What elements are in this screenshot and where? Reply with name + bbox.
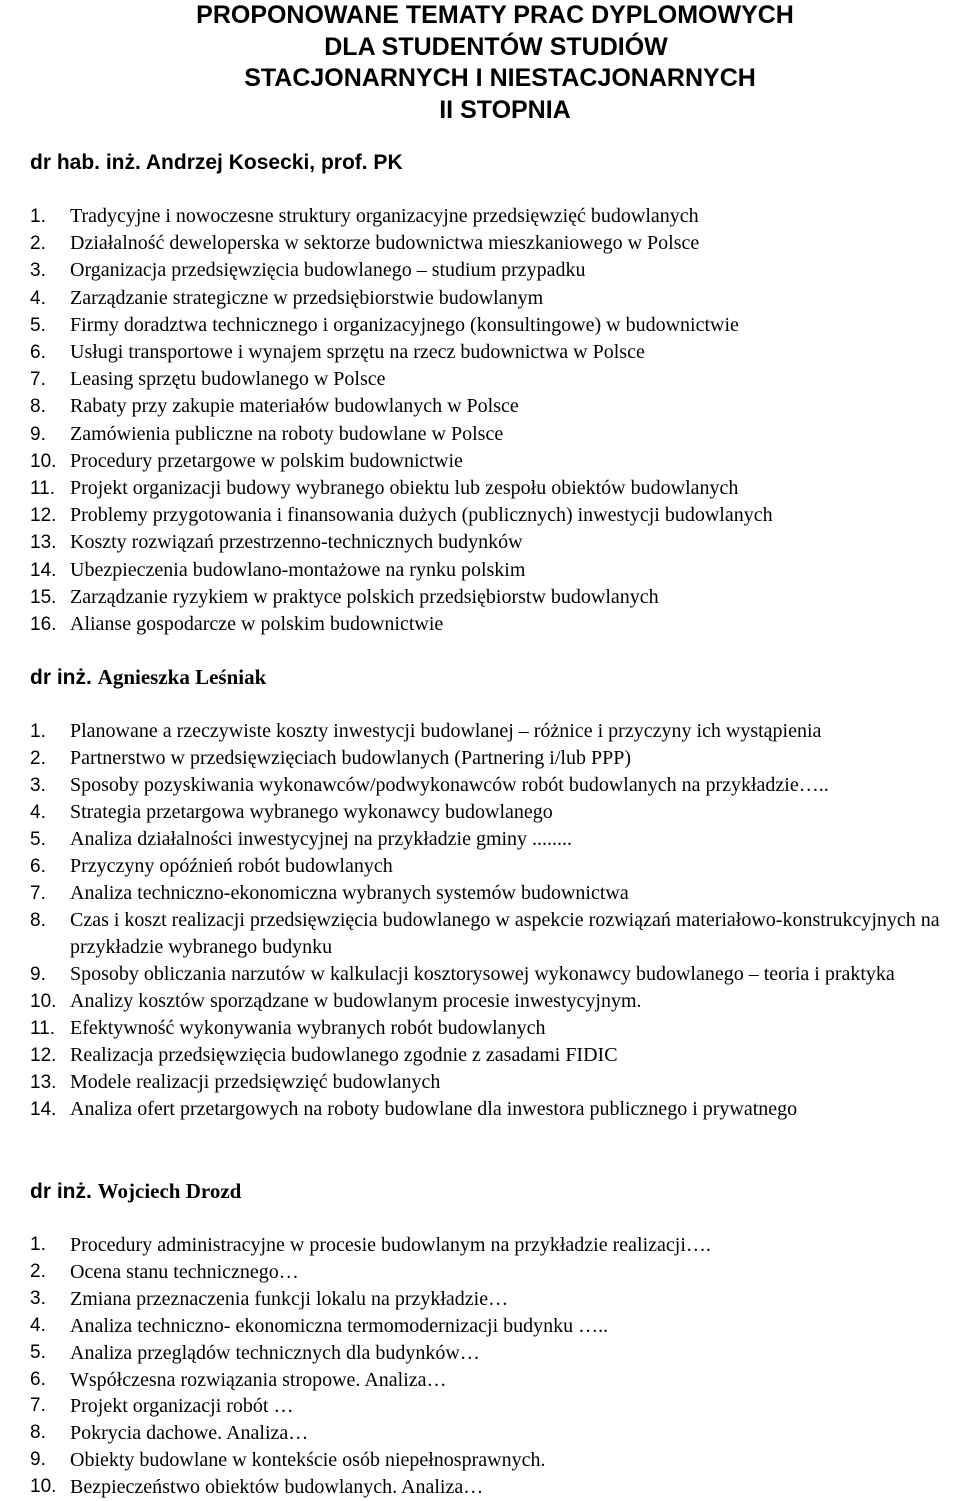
item-text: Czas i koszt realizacji przedsięwzięcia budowlanego w aspekcie rozwiązań materiałowo-konstrukcyjnych na przykładzie wybranego budynku [70,909,940,958]
item-number: 4. [30,1314,46,1336]
list-item [30,366,960,393]
title-line: DLA STUDENTÓW STUDIÓW [324,32,668,61]
list-item [30,1259,960,1286]
item-number: 13. [30,1072,57,1093]
item-text: Ubezpieczenia budowlano-montażowe na rynku polskim [70,558,526,581]
item-number: 9. [30,423,46,445]
title-line: II STOPNIA [439,95,571,124]
item-number: 14. [30,559,57,581]
topic-list [30,203,960,638]
title-line: STACJONARNYCH I NIESTACJONARNYCH [244,64,756,92]
list-item [30,1447,960,1474]
item-number: 5. [30,314,46,336]
author-name: Wojciech Drozd [97,1179,242,1203]
topic-list [30,718,960,1123]
item-number: 6. [30,342,46,364]
item-text: Pokrycia dachowe. Analiza… [70,1422,309,1445]
list-item [30,1393,960,1420]
item-number: 8. [30,910,46,931]
item-number: 4. [30,802,46,823]
list-item [30,203,960,230]
list-item [30,880,960,907]
item-number: 2. [30,233,46,255]
item-text: Procedury administracyjne w procesie budowlanym na przykładzie realizacji…. [70,1234,711,1256]
list-item [30,339,960,366]
list-item [30,475,960,502]
item-number: 7. [30,369,46,391]
item-text: Projekt organizacji budowy wybranego obiektu lub zespołu obiektów budowlanych [70,477,739,500]
section-author [30,1178,241,1205]
author-name: Agnieszka Leśniak [97,665,267,689]
item-text: Zamówienia publiczne na roboty budowlane w Polsce [70,422,504,445]
item-text: Planowane a rzeczywiste koszty inwestycji budowlanej – różnice i przyczyny ich wystąpienia [70,720,822,742]
item-number: 10. [30,450,57,472]
item-number: 12. [30,505,57,527]
list-item [30,584,960,611]
item-number: 4. [30,287,46,309]
item-text: Usługi transportowe i wynajem sprzętu na rzecz budownictwa w Polsce [70,341,645,364]
author-prefix: dr inż. [30,666,98,689]
item-number: 1. [30,1234,46,1255]
item-number: 3. [30,260,46,282]
item-number: 5. [30,1341,46,1363]
item-text: Działalność deweloperska w sektorze budownictwa mieszkaniowego w Polsce [70,232,700,255]
item-text: Analiza techniczno-ekonomiczna wybranych systemów budownictwa [70,882,629,904]
list-item [30,961,960,988]
item-text: Alianse gospodarcze w polskim budownictwie [70,613,444,636]
item-number: 13. [30,532,57,554]
list-item [30,611,960,638]
item-number: 9. [30,964,46,985]
list-item [30,1313,960,1340]
list-item [30,907,960,961]
item-text: Modele realizacji przedsięwzięć budowlanych [70,1071,441,1093]
item-text: Projekt organizacji robót … [70,1395,294,1418]
item-text: Rabaty przy zakupie materiałów budowlanych w Polsce [70,395,519,418]
list-item [30,421,960,448]
item-number: 1. [30,721,46,742]
item-text: Koszty rozwiązań przestrzenno-technicznych budynków [70,531,523,554]
item-number: 5. [30,829,46,850]
item-text: Zmiana przeznaczenia funkcji lokalu na przykładzie… [70,1287,509,1310]
list-item [30,529,960,556]
title-line: PROPONOWANE TEMATY PRAC DYPLOMOWYCH [196,1,794,29]
section-author: dr hab. inż. Andrzej Kosecki, prof. PK [30,151,403,174]
item-number: 11. [30,478,56,500]
list-item [30,285,960,312]
list-item [30,745,960,772]
list-item [30,257,960,284]
list-item [30,772,960,799]
item-text: Obiekty budowlane w kontekście osób niepełnosprawnych. [70,1449,546,1472]
list-item [30,1474,960,1501]
item-text: Zarządzanie strategiczne w przedsiębiorstwie budowlanym [70,286,544,309]
item-text: Analiza przeglądów technicznych dla budynków… [70,1341,480,1364]
item-text: Ocena stanu technicznego… [70,1260,299,1283]
item-text: Procedury przetargowe w polskim budownictwie [70,449,463,472]
item-number: 14. [30,1099,57,1120]
list-item [30,1042,960,1069]
list-item [30,230,960,257]
item-number: 8. [30,396,46,418]
list-item [30,1340,960,1367]
item-text: Efektywność wykonywania wybranych robót budowlanych [70,1017,546,1039]
item-text: Bezpieczeństwo obiektów budowlanych. Analiza… [70,1476,484,1499]
item-text: Sposoby obliczania narzutów w kalkulacji kosztorysowej wykonawcy budowlanego – teoria i praktyka [70,963,895,985]
list-item [30,557,960,584]
item-number: 6. [30,1368,46,1390]
item-number: 16. [30,614,57,636]
author-prefix: dr inż. [30,1180,98,1203]
item-number: 7. [30,883,46,904]
item-number: 10. [30,991,57,1012]
item-text: Tradycyjne i nowoczesne struktury organizacyjne przedsięwzięć budowlanych [70,205,699,227]
item-text: Analiza ofert przetargowych na roboty budowlane dla inwestora publicznego i prywatnego [70,1098,798,1120]
item-number: 3. [30,775,46,796]
list-item [30,1286,960,1313]
item-number: 7. [30,1395,46,1417]
item-text: Partnerstwo w przedsięwzięciach budowlanych (Partnering i/lub PPP) [70,747,631,769]
item-number: 6. [30,856,46,877]
item-text: Analiza techniczno- ekonomiczna termomodernizacji budynku ….. [70,1314,609,1337]
list-item [30,1420,960,1447]
list-item [30,1015,960,1042]
list-item [30,799,960,826]
item-text: Problemy przygotowania i finansowania dużych (publicznych) inwestycji budowlanych [70,504,773,527]
document-title [0,0,960,126]
list-item [30,448,960,475]
item-text: Przyczyny opóźnień robót budowlanych [70,855,393,877]
list-item [30,312,960,339]
list-item [30,502,960,529]
item-number: 12. [30,1045,57,1066]
item-number: 8. [30,1422,46,1444]
item-number: 9. [30,1449,46,1471]
list-item [30,1096,960,1123]
section-author [30,664,266,691]
item-text: Organizacja przedsięwzięcia budowlanego – studium przypadku [70,259,586,282]
item-text: Firmy doradztwa technicznego i organizacyjnego (konsultingowe) w budownictwie [70,313,739,336]
item-number: 2. [30,1260,46,1282]
list-item [30,988,960,1015]
item-number: 2. [30,748,46,769]
topic-list [30,1232,960,1501]
item-text: Sposoby pozyskiwania wykonawców/podwykonawców robót budowlanych na przykładzie….. [70,774,829,796]
item-number: 3. [30,1287,46,1309]
item-text: Leasing sprzętu budowlanego w Polsce [70,368,386,391]
item-number: 1. [30,206,46,227]
item-text: Analizy kosztów sporządzane w budowlanym procesie inwestycyjnym. [70,990,642,1012]
list-item [30,718,960,745]
item-text: Współczesna rozwiązania stropowe. Analiza… [70,1368,447,1391]
list-item [30,1069,960,1096]
item-text: Strategia przetargowa wybranego wykonawcy budowlanego [70,801,553,823]
item-text: Analiza działalności inwestycyjnej na przykładzie gminy ........ [70,828,573,850]
list-item [30,1367,960,1394]
item-number: 15. [30,586,57,608]
list-item [30,393,960,420]
list-item [30,1232,960,1259]
list-item [30,853,960,880]
item-number: 11. [30,1018,56,1039]
item-text: Realizacja przedsięwzięcia budowlanego zgodnie z zasadami FIDIC [70,1044,618,1066]
item-text: Zarządzanie ryzykiem w praktyce polskich przedsiębiorstw budowlanych [70,585,659,608]
item-number: 10. [30,1476,57,1498]
list-item [30,826,960,853]
